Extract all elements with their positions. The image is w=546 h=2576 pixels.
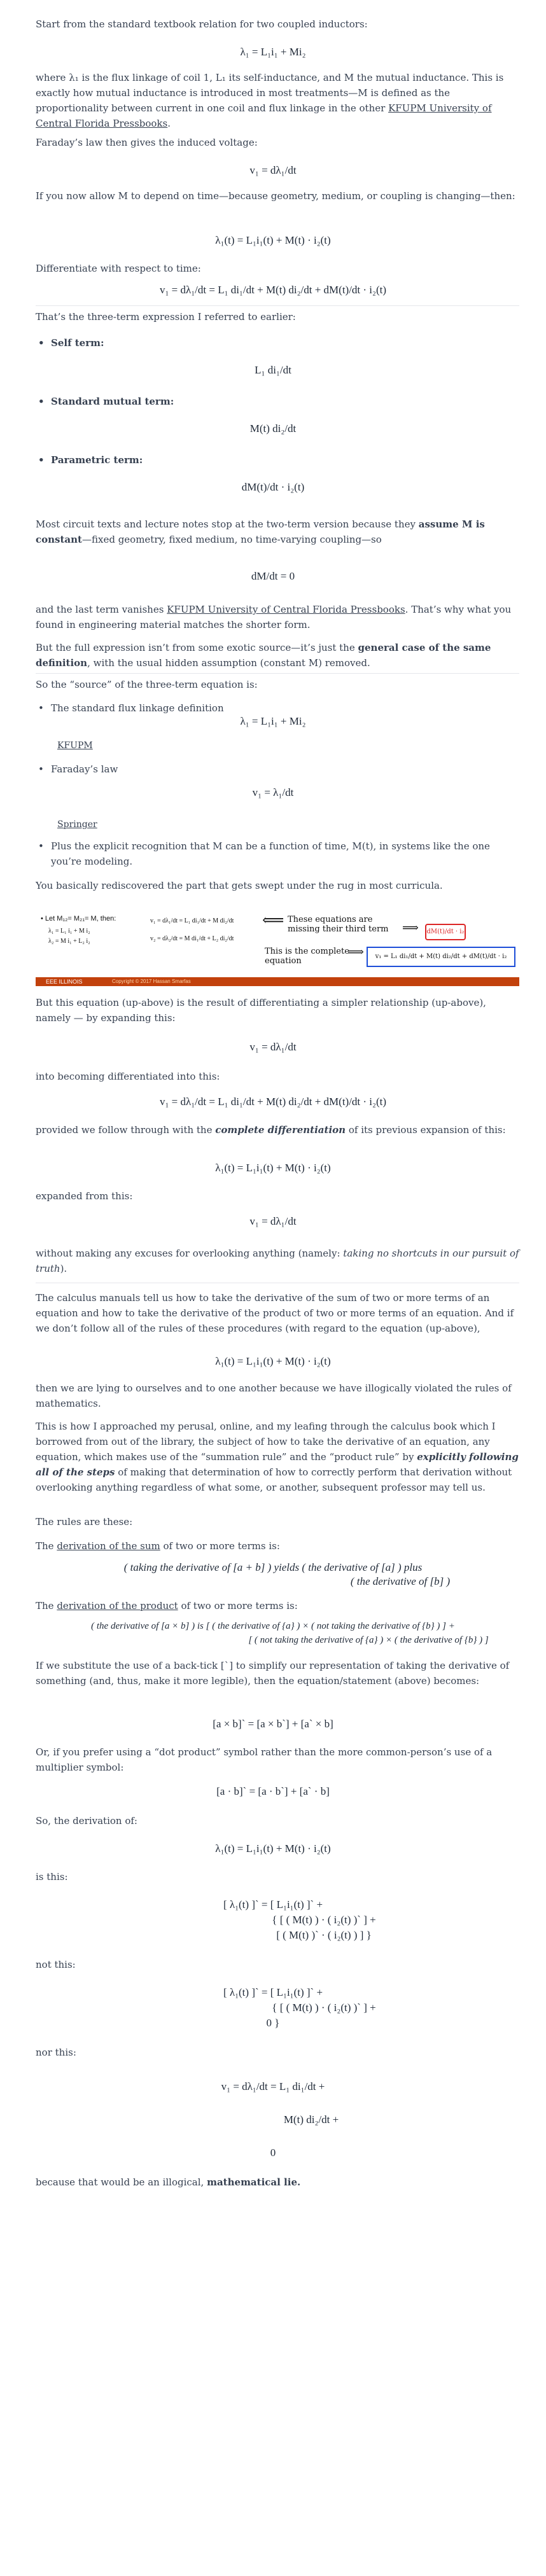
paragraph-text: This is how I approached my perusal, online, and my leafing through the calculus book which I borrowed from out of the library, the subject of how to take the derivative of an equation, any equation, which makes use of the “summation rule” and the “product rule” by [36, 1421, 496, 1463]
paragraph [36, 1246, 519, 1276]
paragraph: Differentiate with respect to time: [36, 263, 201, 274]
slide-annotation: These equations are missing their third term [288, 915, 389, 934]
paragraph: If you now allow M to depend on time—because geometry, medium, or coupling is changing—then: [36, 190, 515, 202]
equation-time-varying: λ₁(t) = L₁i₁(t) + M(t) · i₂(t) [215, 1355, 331, 1367]
equation-incorrect-voltage: v₁ = dλ₁/dt = L₁ di₁/dt + [221, 2080, 325, 2092]
equation-product-dot: [a · b]` = [a · b`] + [a` · b] [216, 1785, 330, 1797]
emphasis-text: complete differentiation [215, 1124, 346, 1136]
paragraph-text: of making that determination of how to correctly perform that derivation without overlooking anything regardless of what some, or another, subsequent professor may tell us. [36, 1466, 512, 1493]
list-item-parametric-term: • Parametric term: [51, 454, 143, 466]
paragraph-text: of two or more terms is: [163, 1540, 280, 1552]
sum-rule-link[interactable]: derivation of the sum [57, 1540, 160, 1552]
paragraph: where λ₁ is the flux linkage of coil 1, L₁ its self-inductance, and M the mutual inductance. This is exactly how mutual inductance is introduced in most treatments—M is defined as the proportionality between current in one coil and flux linkage in the other KFUPM University of Central Florida Pressbooks. [36, 72, 504, 129]
list-item-source: • The standard flux linkage definition [51, 702, 224, 714]
equation-correct-derivative: { [ ( M(t) ) · ( i₂(t) )` ] + [272, 1914, 376, 1926]
divider [36, 673, 519, 674]
equation-incorrect-voltage: M(t) di₂/dt + [283, 2113, 339, 2126]
equation-dm-zero: dM/dt = 0 [251, 570, 295, 582]
paragraph-text: The [36, 1540, 54, 1552]
equation-three-term: v₁ = dλ₁/dt = L₁ di₁/dt + M(t) di₂/dt + dM(t)/dt · i₂(t) [159, 1096, 387, 1108]
paragraph [36, 640, 519, 671]
paragraph: The calculus manuals tell us how to take the derivative of the sum of two or more terms of an equation and how to take the derivative of the product of two or more terms of an equation. And if we don’t follow all of the rules of these procedures (with regard to the equation (up-above), [36, 1292, 514, 1334]
paragraph: into becoming differentiated into this: [36, 1071, 220, 1082]
emphasis-text: taking no shortcuts in our pursuit of truth [36, 1248, 519, 1274]
equation-incorrect-derivative: [ λ₁(t) ]` = [ L₁i₁(t) ]` + [223, 1986, 323, 1998]
right-arrow-icon: ⟹ [347, 945, 364, 959]
paragraph-text: That’s why what you found in engineering material matches the shorter form. [36, 604, 512, 630]
slide-footer-logo: EEE ILLINOIS [46, 978, 83, 985]
list-item-mutual-term: • Standard mutual term: [51, 396, 174, 407]
equation-faraday: v₁ = dλ₁/dt [249, 1041, 297, 1053]
equation-parametric-term: dM(t)/dt · i₂(t) [241, 481, 305, 493]
emphasis-text: general case of the same definition [36, 642, 491, 669]
paragraph: But this equation (up-above) is the result of differentiating a simpler relationship (up-above), namely — by expanding this: [36, 997, 486, 1024]
paragraph: That’s the three-term expression I referred to earlier: [36, 311, 296, 323]
equation-correct-derivative: [ ( M(t) )` · ( i₂(t) ) ] } [276, 1929, 372, 1941]
equation-incorrect-derivative: { [ ( M(t) ) · ( i₂(t) )` ] + [272, 2002, 376, 2014]
paragraph-text: without making any excuses for overlooking anything (namely: [36, 1248, 340, 1259]
product-rule: [ ( not taking the derivative of {a} ) × ( the derivative of {b} ) ] [248, 1635, 489, 1645]
equation-three-term: v₁ = dλ₁/dt = L₁ di₁/dt + M(t) di₂/dt + dM(t)/dt · i₂(t) [159, 284, 387, 296]
equation-time-varying: λ₁(t) = L₁i₁(t) + M(t) · i₂(t) [215, 1842, 331, 1855]
paragraph-text: Most circuit texts and lecture notes stop at the two-term version because they [36, 519, 416, 530]
slide-highlight-red: dM(t)/dt · i₂ [425, 924, 466, 940]
paragraph: and the last term vanishes KFUPM University of Central Florida Pressbooks. That’s why what you found in engineering material matches the shorter form. [36, 604, 512, 630]
sum-rule: ( the derivative of [b] ) [350, 1575, 451, 1587]
equation-mutual-term: M(t) di₂/dt [249, 422, 297, 435]
equation-source-2: v₁ = λ₁/dt [252, 786, 294, 798]
slide-annotation: This is the complete equation [265, 947, 349, 966]
equation-flux-linkage: λ₁ = L₁i₁ + Mi₂ [240, 46, 306, 58]
paragraph: nor this: [36, 2047, 76, 2058]
source-link-kfupm[interactable]: KFUPM [57, 741, 93, 751]
sum-rule: ( taking the derivative of [a + b] ) yields ( the derivative of [a] ) plus [123, 1561, 423, 1573]
equation-product-backtick: [a × b]` = [a × b`] + [a` × b] [213, 1718, 333, 1730]
equation-correct-derivative: [ λ₁(t) ]` = [ L₁i₁(t) ]` + [223, 1898, 323, 1911]
paragraph [36, 1538, 519, 1554]
paragraph: The rules are these: [36, 1516, 133, 1528]
paragraph: is this: [36, 1871, 68, 1883]
slide-equation: v₁ = dλ₁/dt = L₁ di₁/dt + M di₂/dt [150, 917, 234, 924]
source-link[interactable]: KFUPM University of Central Florida Pressbooks [167, 604, 405, 615]
paragraph-text: of two or more terms is: [181, 1600, 298, 1612]
paragraph: If we substitute the use of a back-tick [`] to simplify our representation of taking the derivative of something (and, thus, make it more legible), then the equation/statement (above) becomes: [36, 1660, 510, 1687]
source-link-springer[interactable]: Springer [57, 819, 97, 830]
paragraph: not this: [36, 1959, 76, 1970]
paragraph-text: because that would be an illogical, [36, 2176, 204, 2188]
slide-equation: v₂ = dλ₂/dt = M di₁/dt + L₂ di₂/dt [150, 935, 234, 942]
product-rule: ( the derivative of [a × b] ) is [ ( the derivative of {a} ) × ( not taking the derivative of {b} ) ] + [91, 1621, 455, 1631]
divider [36, 305, 519, 306]
slide-highlight-blue: v₁ = L₁ di₁/dt + M(t) di₂/dt + dM(t)/dt · i₂ [367, 947, 515, 967]
paragraph: Start from the standard textbook relation for two coupled inductors: [36, 18, 368, 30]
paragraph: You basically rediscovered the part that gets swept under the rug in most curricula. [36, 880, 443, 891]
paragraph: then we are lying to ourselves and to one another because we have illogically violated the rules of mathematics. [36, 1382, 512, 1409]
paragraph-text: where λ₁ is the flux linkage of coil 1, L₁ its self-inductance, and M the mutual inductance. This is exactly how mutual inductance is introduced in most treatments—M is defined as the proportionality between current in one coil and flux linkage in the other [36, 72, 504, 114]
paragraph [36, 1598, 519, 1613]
product-rule-link[interactable]: derivation of the product [57, 1600, 178, 1612]
paragraph: So, the derivation of: [36, 1815, 137, 1827]
paragraph: expanded from this: [36, 1190, 133, 1202]
slide-equation: λ₁ = L₁ i₁ + M i₂ [48, 928, 90, 935]
equation-time-varying: λ₁(t) = L₁i₁(t) + M(t) · i₂(t) [215, 234, 331, 246]
list-item-source: • Plus the explicit recognition that M can be a function of time, M(t), in systems like the one you’re modeling. [51, 839, 522, 869]
slide-footer [36, 977, 519, 986]
paragraph-text: ). [60, 1263, 67, 1274]
slide-bullet: • Let M₁₂= M₂₁= M, then: [41, 915, 116, 922]
paragraph: Faraday’s law then gives the induced voltage: [36, 137, 258, 148]
paragraph [36, 517, 519, 547]
equation-incorrect-voltage: 0 [270, 2147, 276, 2159]
emphasis-text: assume M is constant [36, 519, 485, 545]
list-item-self-term: • Self term: [51, 337, 104, 349]
right-arrow-icon: ⟹ [402, 921, 419, 935]
equation-time-varying: λ₁(t) = L₁i₁(t) + M(t) · i₂(t) [215, 1162, 331, 1174]
paragraph-text: The [36, 1600, 54, 1612]
equation-incorrect-derivative: 0 } [266, 2017, 280, 2029]
paragraph [36, 2175, 519, 2190]
equation-self-term: L₁ di₁/dt [255, 364, 291, 376]
slide-equation: λ₂ = M i₁ + L₂ i₂ [48, 938, 90, 945]
paragraph-text: —fixed geometry, fixed medium, no time-varying coupling—so [81, 534, 382, 545]
paragraph: Or, if you prefer using a “dot product” symbol rather than the more common-person’s use of a multiplier symbol: [36, 1746, 493, 1773]
paragraph-text: But the full expression isn’t from some exotic source—it’s just the [36, 642, 355, 653]
paragraph-text: of its previous expansion of this: [348, 1124, 506, 1136]
equation-faraday: v₁ = dλ₁/dt [249, 164, 297, 176]
equation-source-1: λ₁ = L₁i₁ + Mi₂ [240, 715, 306, 727]
paragraph-text: and the last term vanishes [36, 604, 164, 615]
paragraph [36, 1419, 519, 1495]
slide-footer-copyright: Copyright © 2017 Hassan Smarfas [112, 978, 191, 984]
emphasis-text: mathematical lie. [207, 2176, 301, 2188]
equation-faraday: v₁ = dλ₁/dt [249, 1215, 297, 1227]
emphasis-text: explicitly following all of the steps [36, 1451, 519, 1478]
lecture-slide-image [36, 910, 519, 986]
paragraph-text: provided we follow through with the [36, 1124, 213, 1136]
paragraph: So the “source” of the three-term equation is: [36, 679, 258, 690]
list-item-source: • Faraday’s law [51, 763, 118, 775]
source-link[interactable]: KFUPM University of Central Florida Pressbooks [36, 102, 492, 129]
paragraph [36, 1122, 519, 1138]
paragraph-text: , with the usual hidden assumption (constant M) removed. [87, 657, 370, 669]
left-arrow-icon: ⟸ [262, 911, 284, 929]
